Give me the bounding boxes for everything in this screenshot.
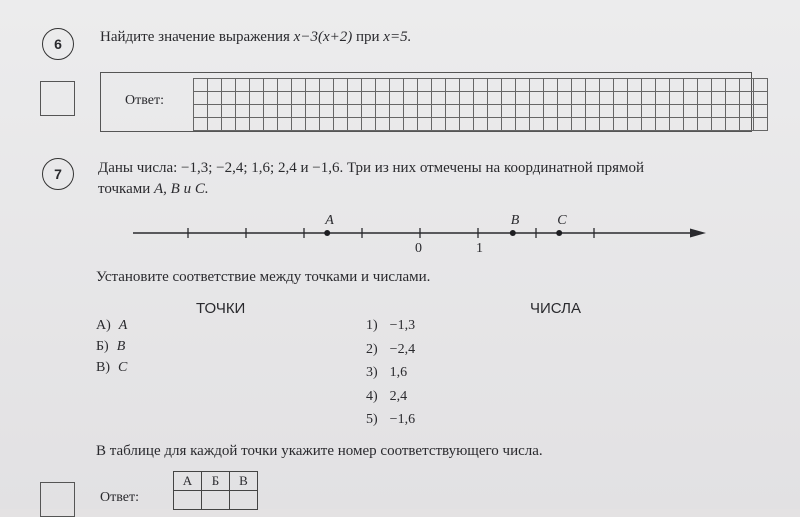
task-6-number: 6 <box>42 28 74 60</box>
task-7-score-box[interactable] <box>40 482 75 517</box>
point-item <box>96 318 127 334</box>
number-item-value: 2,4 <box>389 388 408 404</box>
task-7-number: 7 <box>42 158 74 190</box>
number-item-value: −2,4 <box>389 341 416 357</box>
number-item-value: −1,3 <box>389 318 416 333</box>
task-7-line1: Даны числа: −1,3; −2,4; 1,6; 2,4 и −1,6. Три из них отмечены на координатной прямой <box>98 160 645 176</box>
number-item <box>366 412 415 428</box>
point-item-value: A <box>118 318 128 333</box>
number-item-value: −1,6 <box>389 412 416 427</box>
point-a <box>324 230 330 236</box>
answer-cell-a[interactable] <box>174 491 202 510</box>
number-item-label: 4) <box>366 388 378 404</box>
task-7-line2-prefix: точками <box>98 181 155 197</box>
task-7-line2-points: A, B и C. <box>154 181 209 197</box>
number-item-label: 3) <box>366 365 378 380</box>
point-label-a: A <box>325 213 334 228</box>
task-7-instruction: Установите соответствие между точками и числами. <box>96 269 431 285</box>
answer-table-header-b: Б <box>202 472 230 491</box>
number-item <box>366 342 415 358</box>
points-header: ТОЧКИ <box>196 300 246 317</box>
answer-cell-b[interactable] <box>202 491 230 510</box>
answer-cell-c[interactable] <box>230 491 258 510</box>
number-line-arrow <box>690 229 706 238</box>
point-item <box>96 360 127 376</box>
task-6-prefix: Найдите значение выражения <box>100 29 294 45</box>
task-7-answer-table <box>173 471 258 510</box>
numbers-header: ЧИСЛА <box>530 300 581 317</box>
answer-table-header-a: А <box>174 472 202 491</box>
number-item <box>366 318 415 334</box>
task-6-expression: x−3(x+2) <box>293 29 353 45</box>
number-item-label: 1) <box>366 318 378 333</box>
point-item <box>96 339 125 355</box>
point-item-label: А) <box>96 318 111 333</box>
tick-label-one: 1 <box>476 241 483 256</box>
point-b <box>510 230 516 236</box>
task-6-condition: x=5. <box>383 29 412 45</box>
number-item-label: 2) <box>366 341 378 357</box>
answer-table-header-c: В <box>230 472 258 491</box>
task-6-answer-label: Ответ: <box>125 93 164 108</box>
point-label-c: C <box>557 213 567 228</box>
task-7-table-instruction: В таблице для каждой точки укажите номер соответствующего числа. <box>96 443 543 459</box>
number-item-label: 5) <box>366 412 378 427</box>
point-item-label: Б) <box>96 339 109 354</box>
number-item-value: 1,6 <box>389 365 408 380</box>
point-item-label: В) <box>96 360 110 375</box>
point-label-b: B <box>510 213 520 228</box>
point-item-value: B <box>116 339 126 354</box>
number-item <box>366 389 407 405</box>
point-item-value: C <box>118 360 128 375</box>
point-c <box>556 230 562 236</box>
number-item <box>366 365 407 381</box>
tick-label-zero: 0 <box>415 241 422 256</box>
task-7-answer-label: Ответ: <box>100 490 139 505</box>
task-6-middle: при <box>352 29 384 45</box>
